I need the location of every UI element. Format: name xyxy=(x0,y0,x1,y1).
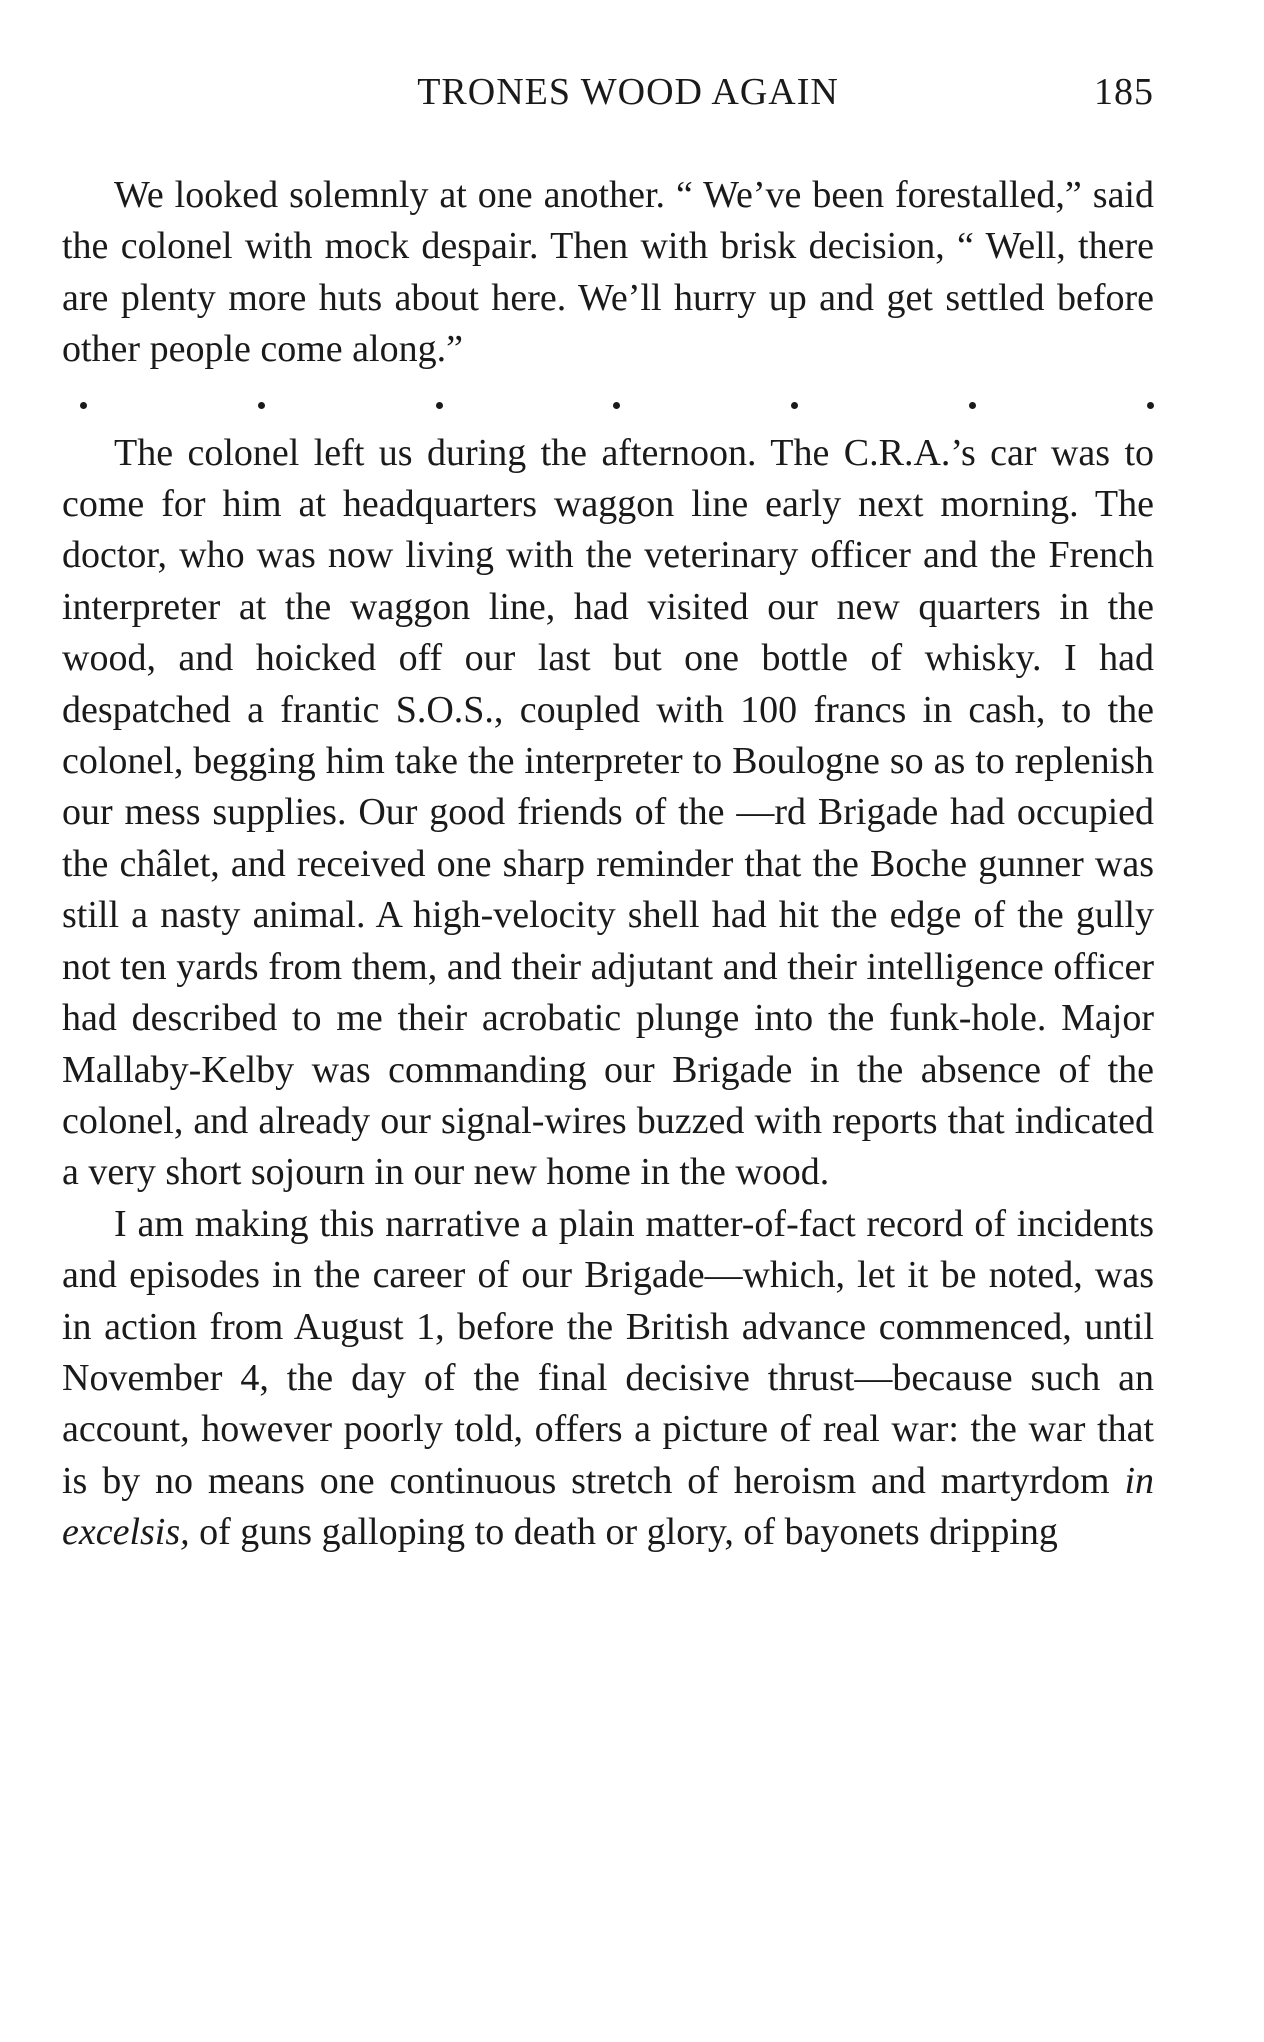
dot xyxy=(436,402,443,409)
dot xyxy=(1147,402,1154,409)
dot xyxy=(258,402,265,409)
paragraph-text: of guns galloping to death or glory, of bayonets dripping xyxy=(189,1511,1058,1554)
paragraph: We looked solemnly at one another. “ We’ve been forestalled,” said the colonel with mock despair. Then with brisk decision, “ Well, there are plenty more huts about here. We’ll hurry up and get settled before other people come along.” xyxy=(62,174,1154,371)
dot xyxy=(791,402,798,409)
paragraph-text: I am making this narrative a plain matter-of-fact record of incidents and episodes in the career of our Brigade—which, let it be noted, was in action from August 1, before the British advance commenced, until November 4, the day of the final decisive thrust—because such an account, however poorly told, offers a picture of real war: the war that is by no means one continuous stretch of heroism and martyrdom xyxy=(62,1202,1154,1502)
running-title: TRONES WOOD AGAIN xyxy=(417,71,839,113)
body-text xyxy=(62,170,1154,1559)
running-head xyxy=(62,70,1154,140)
book-page xyxy=(62,70,1154,1559)
dot xyxy=(613,402,620,409)
paragraph: The colonel left us during the afternoon. The C.R.A.’s car was to come for him at headquarters waggon line early next morning. The doctor, who was now living with the veterinary officer and the French interpreter at the waggon line, had visited our new quarters in the wood, and hoicked off our last but one bottle of whisky. I had despatched a frantic S.O.S., coupled with 100 francs in cash, to the colonel, begging him take the interpreter to Boulogne so as to replenish our mess supplies. Our good friends of the —rd Brigade had occupied the châlet, and received one sharp reminder that the Boche gunner was still a nasty animal. A high-velocity shell had hit the edge of the gully not ten yards from them, and their adjutant and their intelligence officer had described to me their acrobatic plunge into the funk-hole. Major Mallaby-Kelby was commanding our Brigade in the absence of the colonel, and already our signal-wires buzzed with reports that indicated a very short sojourn in our new home in the wood. xyxy=(62,431,1154,1194)
section-break-dots xyxy=(62,388,1154,422)
dot xyxy=(969,402,976,409)
italic-phrase: in excelsis, xyxy=(62,1459,1154,1554)
page-number: 185 xyxy=(1094,71,1154,113)
paragraph xyxy=(62,1199,1154,1559)
dot xyxy=(80,402,87,409)
